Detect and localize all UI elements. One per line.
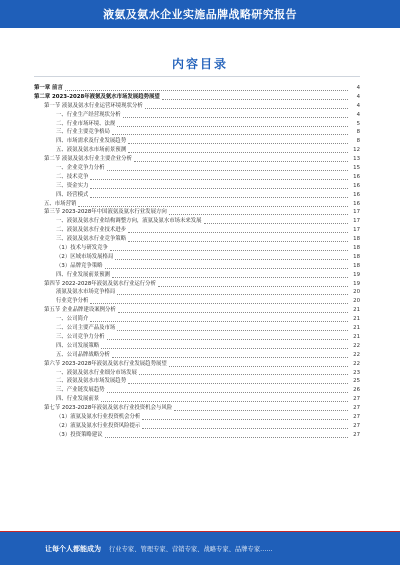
toc-leader-dots: [107, 392, 348, 393]
toc-entry-row: [34, 137, 360, 146]
toc-entry-label: 第五节 企业品牌建设案例分析: [44, 307, 116, 314]
toc-entry[interactable]: [34, 191, 360, 200]
toc-entry-label: （2）液氨及氨水行业投资风险提示: [56, 422, 141, 429]
toc-entry[interactable]: [34, 120, 360, 129]
toc-entry-page: 27: [353, 431, 360, 438]
toc-entry-label: 五、公司品牌战略分析: [56, 351, 110, 358]
toc-entry-row: [34, 146, 360, 155]
toc-entry-page: 25: [353, 378, 360, 385]
toc-entry-page: 4: [356, 93, 360, 100]
toc-entry[interactable]: [34, 208, 360, 217]
toc-entry[interactable]: [34, 226, 360, 235]
toc-leader-dots: [90, 197, 348, 198]
toc-entry-row: [34, 342, 360, 351]
toc-leader-dots: [101, 348, 348, 349]
toc-entry[interactable]: [34, 360, 360, 369]
toc-leader-dots: [90, 179, 348, 180]
toc-leader-dots: [169, 214, 348, 215]
toc-entry-row: [34, 386, 360, 395]
footer-content: [45, 532, 390, 565]
toc-entry-row: [34, 351, 360, 360]
toc-entry-row: [34, 395, 360, 404]
toc-leader-dots: [128, 152, 348, 153]
footer-tagline: 让每个人都能成为: [45, 544, 101, 553]
toc-entry-page: 21: [353, 307, 360, 314]
toc-entry[interactable]: [34, 217, 360, 226]
toc-leader-dots: [112, 134, 348, 135]
toc-entry[interactable]: [34, 395, 360, 404]
toc-entry-page: 22: [353, 342, 360, 349]
toc-leader-dots: [145, 108, 348, 109]
toc-entry-row: [34, 164, 360, 173]
toc-entry-page: 20: [353, 289, 360, 296]
toc-entry-row: [34, 102, 360, 111]
toc-entry-page: 19: [353, 280, 360, 287]
toc-entry-page: 18: [353, 262, 360, 269]
toc-entry[interactable]: [34, 377, 360, 386]
toc-leader-dots: [174, 410, 348, 411]
toc-leader-dots: [115, 259, 348, 260]
toc-entry-page: 17: [353, 209, 360, 216]
toc-entry[interactable]: [34, 200, 360, 209]
toc-entry[interactable]: [34, 324, 360, 333]
toc-entry-page: 18: [353, 253, 360, 260]
toc-entry-row: [34, 306, 360, 315]
toc-entry-page: 17: [353, 218, 360, 225]
toc-entry-label: 第二章 2023-2028年液氨及氨水市场发展趋势展望: [34, 93, 160, 100]
toc-entry-row: [34, 413, 360, 422]
toc-entry-label: 二、液氨及氨水市场发展趋势: [56, 378, 127, 385]
toc-entry[interactable]: [34, 253, 360, 262]
toc-entry-label: 第二节 液氨及氨水行业主要企业分析: [44, 156, 132, 163]
footer-services: 行业专家、管理专家、营销专家、战略专家、品牌专家……: [109, 546, 273, 553]
toc-entry[interactable]: [34, 182, 360, 191]
toc-entry-label: 三、资金实力: [56, 182, 89, 189]
toc-leader-dots: [128, 232, 348, 233]
toc-leader-dots: [90, 321, 348, 322]
toc-entry-label: 一、液氨及氨水行业细分市场发展: [56, 369, 137, 376]
toc-leader-dots: [117, 330, 348, 331]
toc-leader-dots: [158, 286, 348, 287]
toc-leader-dots: [105, 437, 348, 438]
toc-entry[interactable]: [34, 369, 360, 378]
toc-entry-label: 一、液氨及氨水行业结构调整方向，液氨及氨水市场未来发展: [56, 218, 202, 225]
toc-entry-label: 液氨及氨水市场竞争格局: [56, 289, 116, 296]
toc-entry-page: 8: [356, 138, 360, 145]
toc-entry-page: 16: [353, 173, 360, 180]
toc-entry[interactable]: [34, 244, 360, 253]
toc-entry-row: [34, 182, 360, 191]
toc-entry-label: 二、液氨及氨水行业技术进步: [56, 227, 127, 234]
toc-leader-dots: [117, 294, 348, 295]
toc-entry[interactable]: [34, 315, 360, 324]
toc-entry-row: [34, 235, 360, 244]
toc-entry-page: 13: [353, 156, 360, 163]
toc-entry-page: 27: [353, 396, 360, 403]
toc-entry-label: （1）液氨及氨水行业投资机会分析: [56, 413, 141, 420]
toc-leader-dots: [128, 143, 348, 144]
toc-leader-dots: [78, 206, 348, 207]
toc-entry-row: [34, 369, 360, 378]
toc-entry-row: [34, 128, 360, 137]
toc-entry-page: 26: [353, 387, 360, 394]
toc-entry-label: 三、产业链发展趋势: [56, 387, 105, 394]
toc-entry-row: [34, 271, 360, 280]
toc-entry[interactable]: [34, 235, 360, 244]
toc-entry-page: 4: [356, 102, 360, 109]
toc-entry-row: [34, 200, 360, 209]
toc-entry-page: 27: [353, 405, 360, 412]
toc-entry-row: [34, 120, 360, 129]
toc-entry-row: [34, 111, 360, 120]
toc-leader-dots: [65, 90, 348, 91]
toc-entry[interactable]: [34, 146, 360, 155]
toc-entry[interactable]: [34, 155, 360, 164]
toc-entry-row: [34, 173, 360, 182]
toc-entry-page: 16: [353, 182, 360, 189]
toc-entry-page: 27: [353, 422, 360, 429]
toc-entry-page: 21: [353, 325, 360, 332]
toc-entry[interactable]: [34, 128, 360, 137]
toc-entry-page: 12: [353, 147, 360, 154]
toc-entry-label: 第一节 液氨及氨水行业运营环境现状分析: [44, 102, 143, 109]
toc-entry[interactable]: [34, 111, 360, 120]
toc-entry-label: 三、行业主要竞争格局: [56, 129, 110, 136]
toc-entry-label: （1）技术与研发竞争: [56, 245, 108, 252]
toc-leader-dots: [142, 419, 348, 420]
toc-entry-row: [34, 208, 360, 217]
toc-entry-row: [34, 288, 360, 297]
toc-leader-dots: [123, 117, 348, 118]
toc-leader-dots: [117, 126, 348, 127]
toc-entry[interactable]: [34, 431, 360, 440]
toc-leader-dots: [142, 428, 348, 429]
toc-entry[interactable]: [34, 422, 360, 431]
toc-entry-label: 一、企业竞争力分析: [56, 165, 105, 172]
toc-entry-label: （3）投资策略建议: [56, 431, 103, 438]
toc-entry[interactable]: [34, 173, 360, 182]
toc-entry[interactable]: [34, 93, 360, 102]
toc-entry-row: [34, 333, 360, 342]
toc-entry-label: 四、公司发展策略: [56, 342, 100, 349]
toc-entry[interactable]: [34, 306, 360, 315]
toc-leader-dots: [105, 268, 348, 269]
toc-title: 内容目录: [171, 57, 228, 71]
toc-entry-row: [34, 262, 360, 271]
toc-entry-page: 15: [353, 165, 360, 172]
toc-entry-row: [34, 324, 360, 333]
toc-entry-label: 一、行业生产经营现状分析: [56, 111, 121, 118]
toc-leader-dots: [128, 383, 348, 384]
toc-entry-label: 第七节 2023-2028年液氨及氨水行业投资机会与风险: [44, 405, 173, 412]
toc-leader-dots: [107, 339, 348, 340]
toc-entry-row: [34, 191, 360, 200]
toc-leader-dots: [110, 250, 348, 251]
toc-leader-dots: [204, 223, 348, 224]
toc-entry[interactable]: [34, 102, 360, 111]
toc-entry[interactable]: [34, 297, 360, 306]
toc-divider: [34, 76, 360, 77]
toc-entry[interactable]: [34, 288, 360, 297]
toc-entry-page: 23: [353, 369, 360, 376]
toc-entry-label: 三、液氨及氨水行业竞争策略: [56, 236, 127, 243]
toc-entry-label: 二、行业市场环境、法规: [56, 120, 116, 127]
toc-entry-label: 行业竞争分析: [56, 298, 89, 305]
toc-entry-row: [34, 360, 360, 369]
toc-entry-page: 22: [353, 360, 360, 367]
toc-entry-label: （3）品牌竞争策略: [56, 262, 103, 269]
toc-entry-page: 17: [353, 227, 360, 234]
toc-entry-row: [34, 253, 360, 262]
toc-entry-page: 18: [353, 236, 360, 243]
toc-entry[interactable]: [34, 351, 360, 360]
toc-leader-dots: [90, 188, 348, 189]
toc-entry-label: 四、市场需求及行业发展趋势: [56, 138, 127, 145]
toc-entry-label: 三、公司竞争力分析: [56, 333, 105, 340]
toc-leader-dots: [101, 401, 348, 402]
toc-entry-label: 一、公司简介: [56, 316, 89, 323]
toc-entry-row: [34, 422, 360, 431]
toc-entry-row: [34, 226, 360, 235]
toc-leader-dots: [169, 366, 348, 367]
toc-entry-label: （2）区域市场发展格局: [56, 253, 114, 260]
toc-entry-page: 4: [356, 111, 360, 118]
toc-entry[interactable]: [34, 280, 360, 289]
toc-entry-page: 4: [356, 85, 360, 91]
toc-entry-row: [34, 280, 360, 289]
toc-entry-label: 四、行业发展前景: [56, 396, 100, 403]
toc-entry[interactable]: [34, 342, 360, 351]
toc-leader-dots: [112, 277, 348, 278]
toc-entry-row: [34, 404, 360, 413]
toc-entry-label: 四、经营模式: [56, 191, 89, 198]
toc-entry-page: 16: [353, 191, 360, 198]
toc-leader-dots: [118, 312, 348, 313]
toc-entry[interactable]: [34, 271, 360, 280]
toc-entry[interactable]: [34, 386, 360, 395]
toc-entry-row: [34, 377, 360, 386]
toc-entry-row: [34, 155, 360, 164]
toc-entry-row: [34, 297, 360, 306]
toc-leader-dots: [107, 170, 348, 171]
toc-entry-row: [34, 217, 360, 226]
toc-entry[interactable]: [34, 137, 360, 146]
toc-entry[interactable]: [34, 333, 360, 342]
header-title: 液氨及氨水企业实施品牌战略研究报告: [103, 8, 297, 21]
toc-entry-label: 二、技术竞争: [56, 173, 89, 180]
toc-leader-dots: [112, 357, 348, 358]
toc-entry-label: 五、液氨及氨水市场前景预测: [56, 147, 127, 154]
toc-list: [34, 84, 360, 440]
toc-leader-dots: [139, 374, 348, 375]
toc-entry-page: 27: [353, 413, 360, 420]
toc-entry-page: 21: [353, 316, 360, 323]
toc-entry-page: 8: [356, 129, 360, 136]
toc-entry-label: 二、公司主要产品及市场: [56, 325, 116, 332]
toc-entry-row: [34, 244, 360, 253]
toc-entry-page: 21: [353, 333, 360, 340]
toc-leader-dots: [134, 161, 348, 162]
toc-entry-row: [34, 93, 360, 102]
toc-entry-row: [34, 315, 360, 324]
toc-entry-page: 16: [353, 200, 360, 207]
toc-entry-label: 第六节 2023-2028年液氨及氨水行业发展趋势展望: [44, 360, 167, 367]
toc-entry-label: 第一章 前言: [34, 85, 63, 91]
toc-entry-page: 5: [356, 120, 360, 127]
toc-entry[interactable]: [34, 164, 360, 173]
toc-entry[interactable]: [34, 262, 360, 271]
toc-entry-label: 五、市场营销: [44, 200, 77, 207]
toc-entry-page: 20: [353, 298, 360, 305]
toc-entry-label: 第四节 2022-2028年液氨及氨水行业运行分析: [44, 280, 156, 287]
toc-entry-page: 19: [353, 271, 360, 278]
toc-entry-page: 22: [353, 351, 360, 358]
toc-leader-dots: [162, 99, 348, 100]
toc-entry-label: 四、行业发展前景预测: [56, 271, 110, 278]
report-header: [0, 0, 400, 28]
toc-leader-dots: [128, 241, 348, 242]
toc-entry-row: [34, 84, 360, 93]
toc-entry[interactable]: [34, 404, 360, 413]
toc-leader-dots: [90, 303, 348, 304]
toc-entry-label: 第三节 2023-2028年中国液氨及氨水行业发展方向: [44, 209, 167, 216]
toc-entry-row: [34, 431, 360, 440]
toc-entry-page: 18: [353, 245, 360, 252]
toc-entry[interactable]: [34, 84, 360, 93]
toc-entry[interactable]: [34, 413, 360, 422]
